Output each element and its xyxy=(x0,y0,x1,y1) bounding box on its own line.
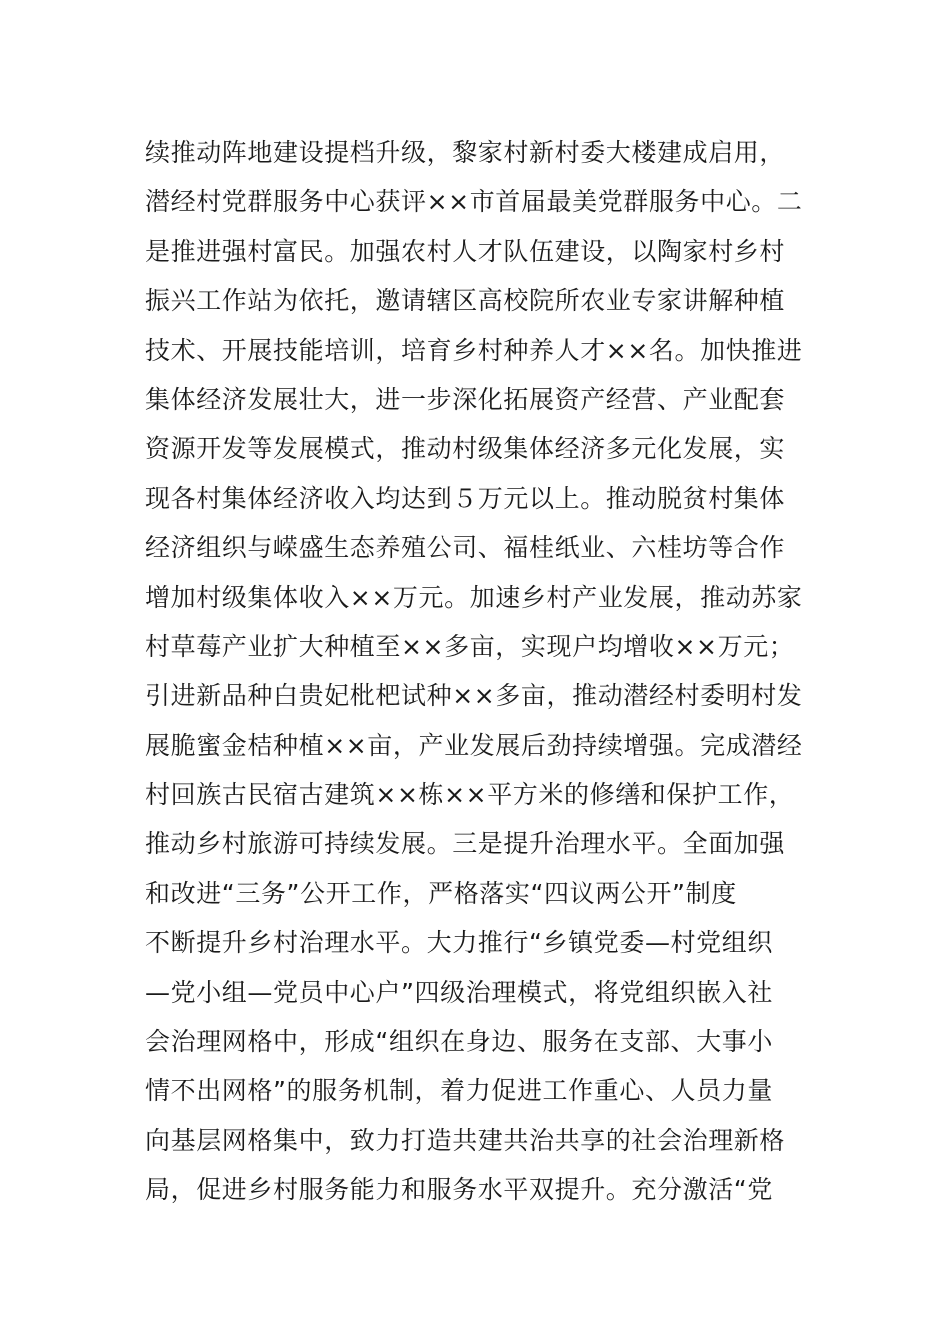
text-line: 现各村集体经济收入均达到５万元以上。推动脱贫村集体 xyxy=(145,483,786,513)
body-text xyxy=(145,128,810,1215)
text-line: 资源开发等发展模式，推动村级集体经济多元化发展，实 xyxy=(145,434,786,464)
text-line: 引进新品种白贵妃枇杷试种××多亩，推动潜经村委明村发 xyxy=(145,681,803,711)
text-line: 局，促进乡村服务能力和服务水平双提升。充分激活“党 xyxy=(145,1175,773,1205)
text-line: 向基层网格集中，致力打造共建共治共享的社会治理新格 xyxy=(145,1125,786,1155)
text-line: 村回族古民宿古建筑××栋××平方米的修缮和保护工作， xyxy=(145,780,795,810)
text-line: 振兴工作站为依托，邀请辖区高校院所农业专家讲解种植 xyxy=(145,286,786,316)
text-line: 推动乡村旅游可持续发展。三是提升治理水平。全面加强 xyxy=(145,829,786,859)
text-line: 增加村级集体收入××万元。加速乡村产业发展，推动苏家 xyxy=(145,582,803,612)
text-line: 情不出网格”的服务机制，着力促进工作重心、人员力量 xyxy=(145,1076,773,1106)
text-line: 展脆蜜金桔种植××亩，产业发展后劲持续增强。完成潜经 xyxy=(145,730,803,760)
text-line: 经济组织与嵘盛生态养殖公司、福桂纸业、六桂坊等合作 xyxy=(145,533,786,563)
text-line: 会治理网格中，形成“组织在身边、服务在支部、大事小 xyxy=(145,1027,773,1057)
text-line: 集体经济发展壮大，进一步深化拓展资产经营、产业配套 xyxy=(145,384,786,414)
text-line: 续推动阵地建设提档升级，黎家村新村委大楼建成启用， xyxy=(145,138,786,167)
text-line: 潜经村党群服务中心获评××市首届最美党群服务中心。二 xyxy=(145,187,803,217)
text-line: 是推进强村富民。加强农村人才队伍建设，以陶家村乡村 xyxy=(145,236,786,266)
text-line: 和改进“三务”公开工作，严格落实“四议两公开”制度 xyxy=(145,878,737,908)
text-line: 不断提升乡村治理水平。大力推行“乡镇党委—村党组织 xyxy=(145,928,773,958)
text-line: 技术、开展技能培训，培育乡村种养人才××名。加快推进 xyxy=(145,335,803,365)
text-line: —党小组—党员中心户”四级治理模式，将党组织嵌入社 xyxy=(145,977,773,1007)
text-line: 村草莓产业扩大种植至××多亩，实现户均增收××万元； xyxy=(145,631,795,661)
